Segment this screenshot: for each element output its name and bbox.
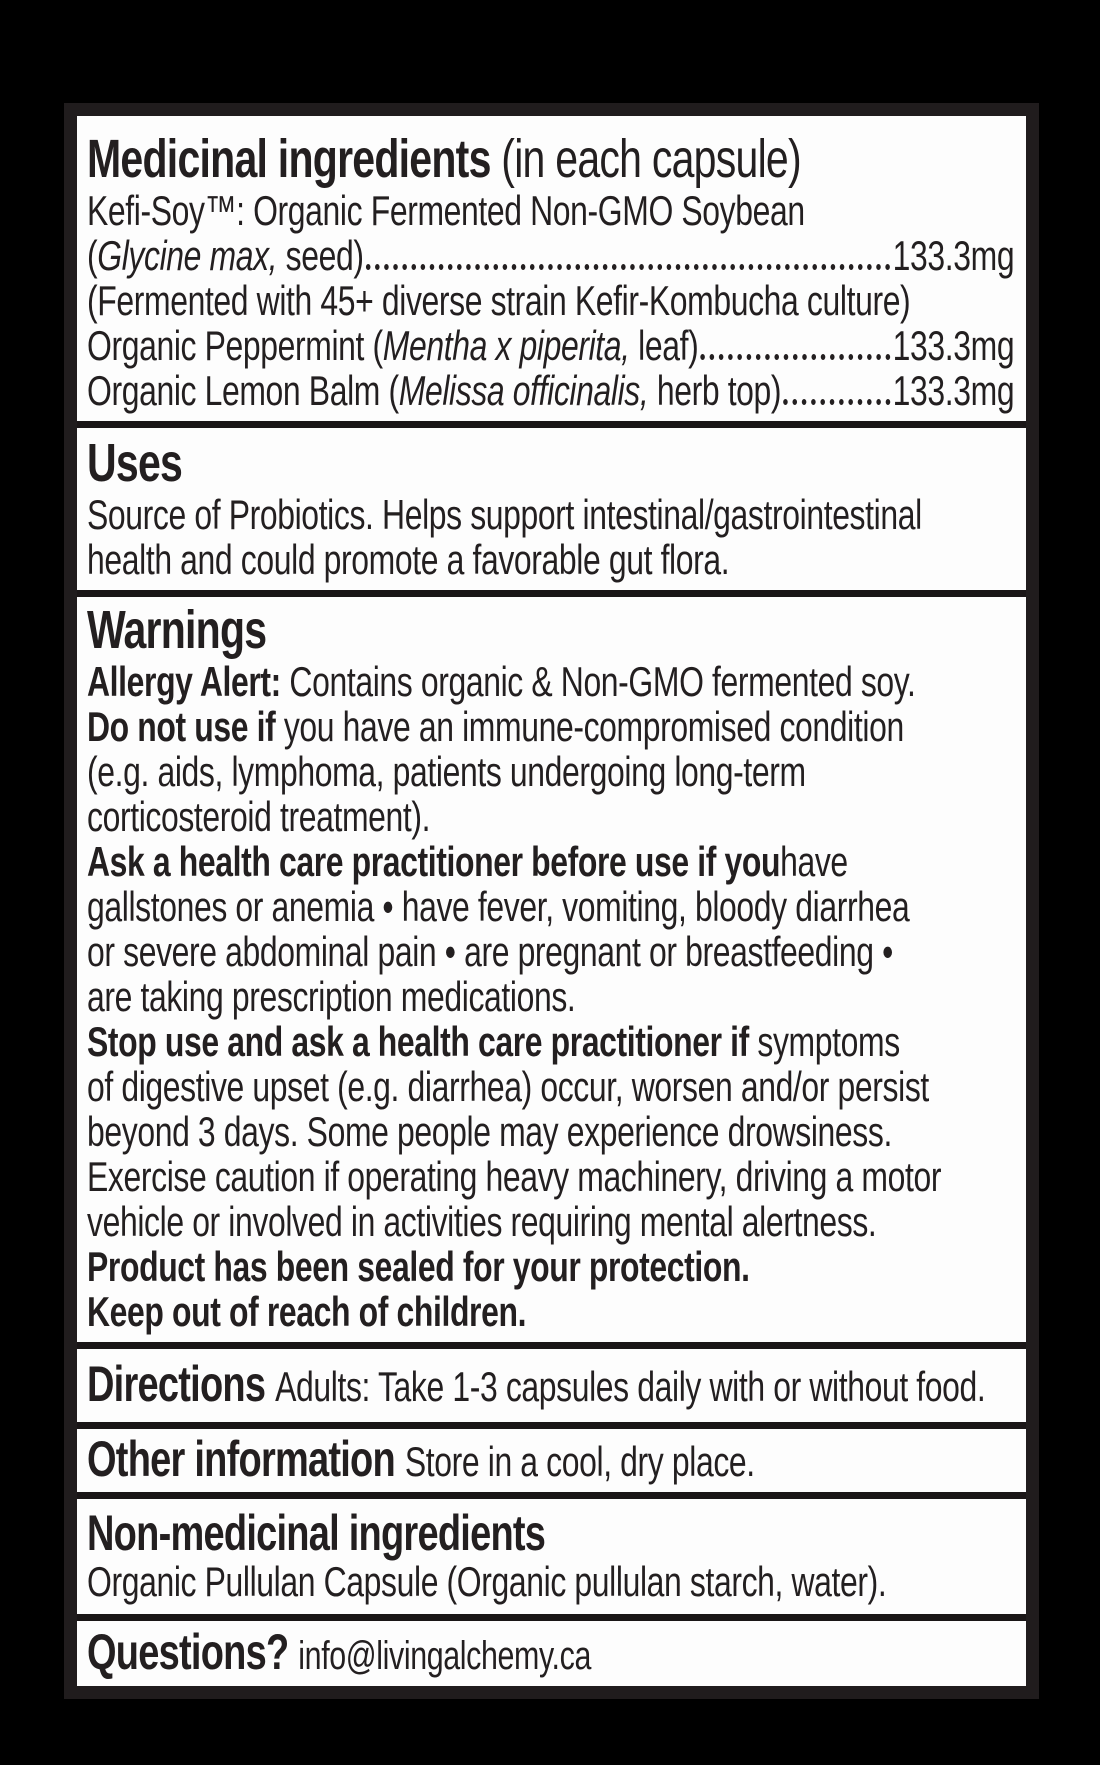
line-text [87,973,575,1020]
line-text-segment: Organic Lemon Balm ( [87,367,399,414]
text-line [87,1109,1014,1154]
text-line [87,794,1014,839]
line-text-segment: have [780,838,848,885]
directions-line [87,1356,1014,1412]
text-line [87,839,1014,884]
line-text-segment: leaf) [629,322,699,369]
non-medicinal-heading [87,1507,1014,1559]
section-content [87,1431,1014,1487]
line-text-segment: Kefi-Soy™: Organic Fermented Non-GMO Soybean [87,187,805,234]
text-line [87,929,1014,974]
line-text-segment: herb top) [648,367,782,414]
section-divider [77,421,1026,428]
section-questions [77,1621,1026,1686]
medicinal-heading [87,130,1014,188]
text-line [87,492,1014,537]
dot-leader [783,398,890,405]
section-content [87,601,1014,1334]
section-content [87,130,1014,413]
line-text [87,368,781,413]
line-text [87,838,848,885]
line-text [87,491,922,538]
directions-heading: Directions [87,1356,266,1412]
line-text [87,233,364,278]
line-text-segment: (e.g. aids, lymphoma, patients undergoing long-term [87,748,806,795]
text-line [87,1064,1014,1109]
line-text [87,1243,750,1290]
text-line [87,1559,1014,1604]
line-text-segment: Organic Peppermint ( [87,322,383,369]
section-content [87,1507,1014,1604]
line-text-segment: Melissa officinalis, [398,367,649,414]
section-medicinal [77,116,1026,421]
line-text [87,1063,929,1110]
line-text-segment: Organic Pullulan Capsule (Organic pullulan starch, water). [87,1558,887,1605]
medicinal-heading-text: Medicinal ingredients [87,129,491,189]
text-line [87,323,1014,368]
text-line [87,659,1014,704]
section-content [87,434,1014,582]
directions-text: Adults: Take 1-3 capsules daily with or without food. [275,1363,986,1410]
line-text-segment: health and could promote a favorable gut flora. [87,536,730,583]
section-divider [77,1614,1026,1621]
line-text [87,1288,526,1335]
line-text [87,793,430,840]
line-text-segment: (Fermented with 45+ diverse strain Kefir-Kombucha culture) [87,277,911,324]
text-line [87,1244,1014,1289]
supplement-facts-label [64,103,1039,1699]
line-text [87,1018,900,1065]
line-text [87,658,915,705]
line-text [87,536,729,583]
text-line [87,1154,1014,1199]
line-text-segment: symptoms [748,1018,900,1065]
text-line [87,1289,1014,1334]
line-text-segment: beyond 3 days. Some people may experience drowsiness. [87,1108,892,1155]
line-text [87,883,909,930]
line-text [87,1198,876,1245]
text-line [87,749,1014,794]
line-text-segment: ( [87,232,98,279]
dot-leader [366,263,890,270]
line-text-segment: of digestive upset (e.g. diarrhea) occur, worsen and/or persist [87,1063,929,1110]
line-text-segment: seed) [277,232,364,279]
questions-heading: Questions? [87,1624,289,1680]
line-text [87,1558,886,1605]
line-text-segment: Exercise caution if operating heavy machinery, driving a motor [87,1153,942,1200]
text-line [87,974,1014,1019]
non-medicinal-heading-text: Non-medicinal ingredients [87,1505,546,1561]
uses-heading-text: Uses [87,433,183,493]
line-text-segment: Keep out of reach of children. [87,1288,527,1335]
line-text [87,187,805,234]
other-information-heading: Other information [87,1431,395,1487]
line-text-segment: gallstones or anemia • have fever, vomiting, bloody diarrhea [87,883,910,930]
line-text-segment: vehicle or involved in activities requiring mental alertness. [87,1198,877,1245]
dose-amount: 133.3mg [892,232,1015,279]
text-line [87,537,1014,582]
dose-amount: 133.3mg [892,367,1015,414]
warnings-heading-text: Warnings [87,600,267,660]
line-text-segment: you have an immune-compromised condition [275,703,904,750]
text-line [87,368,1014,413]
section-non-medicinal [77,1499,1026,1614]
line-text [87,277,910,324]
section-divider [77,1492,1026,1499]
line-text-segment: or severe abdominal pain • are pregnant or breastfeeding • [87,928,893,975]
questions-text: info@livingalchemy.ca [298,1634,591,1678]
line-text [87,748,806,795]
text-line [87,188,1014,233]
line-text-segment: Allergy Alert: [87,658,281,705]
text-line [87,1019,1014,1064]
line-text-segment: Product has been sealed for your protection. [87,1243,750,1290]
section-content [87,1356,1014,1412]
other-information-text: Store in a cool, dry place. [404,1438,755,1485]
line-text-segment: corticosteroid treatment). [87,793,431,840]
line-text-segment: Do not use if [87,703,276,750]
dot-leader [701,353,891,360]
text-line [87,884,1014,929]
section-divider [77,1422,1026,1429]
line-text [87,928,893,975]
section-warnings [77,597,1026,1342]
section-divider [77,590,1026,597]
section-uses [77,428,1026,590]
line-text-segment: Stop use and ask a health care practitioner if [87,1018,749,1065]
questions-line [87,1624,1014,1680]
line-text-segment: are taking prescription medications. [87,973,576,1020]
text-line [87,233,1014,278]
warnings-heading [87,601,1014,659]
uses-heading [87,434,1014,492]
section-directions [77,1349,1026,1422]
line-text [87,1153,941,1200]
text-line [87,704,1014,749]
section-content [87,1624,1014,1680]
line-text-segment: Contains organic & Non-GMO fermented soy. [280,658,916,705]
line-text-segment: Source of Probiotics. Helps support intestinal/gastrointestinal [87,491,922,538]
text-line [87,278,1014,323]
section-divider [77,1342,1026,1349]
line-text [87,703,904,750]
line-text-segment: Mentha x piperita, [382,322,630,369]
medicinal-heading-text: (in each capsule) [490,129,801,189]
dose-amount: 133.3mg [892,322,1015,369]
line-text [87,1108,892,1155]
text-line [87,1199,1014,1244]
line-text-segment: Glycine max, [97,232,278,279]
line-text [87,323,698,368]
section-other-information [77,1429,1026,1492]
line-text-segment: Ask a health care practitioner before use if you [87,838,781,885]
other-information-line [87,1431,1014,1487]
